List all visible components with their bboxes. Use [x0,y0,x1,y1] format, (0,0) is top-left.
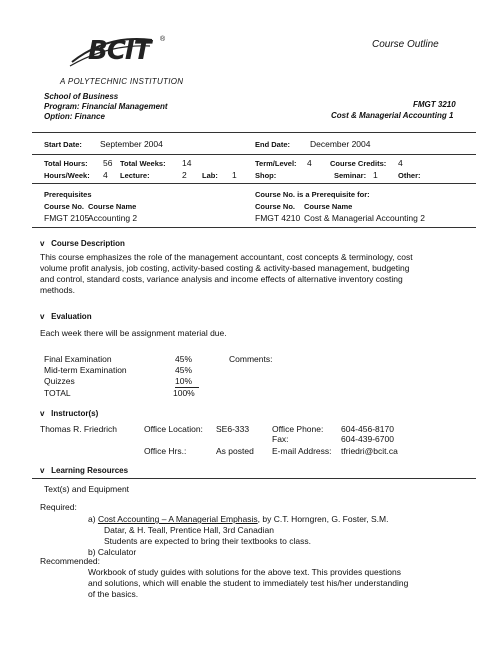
recommended-line: of the basics. [88,589,139,599]
eval-item: Mid-term Examination [44,365,127,375]
hours-week-value: 4 [103,170,108,180]
program: Program: Financial Management [44,102,168,111]
email-value: tfriedri@bcit.ca [341,446,398,456]
prereq-for-course-name: Cost & Managerial Accounting 2 [304,213,425,223]
recommended-label: Recommended: [40,556,101,566]
seminar-label: Seminar: [334,171,367,180]
resources-heading-text: Learning Resources [51,466,129,475]
lecture-label: Lecture: [120,171,150,180]
office-location-label: Office Location: [144,424,203,434]
divider [32,227,476,228]
required-item-b: b) Calculator [88,547,137,557]
prereq-course-name: Accounting 2 [88,213,138,223]
lecture-value: 2 [182,170,187,180]
evaluation-heading: v Evaluation [40,312,92,321]
eval-pct: 100% [173,388,195,398]
textbook-publisher: Datar, & H. Teall, Prentice Hall, 3rd Canadian [104,525,274,535]
description-line: and control, standard costs, variance analysis and income effects of alternative inventory costing [40,274,403,284]
start-date-label: Start Date: [44,140,82,149]
shop-label: Shop: [255,171,277,180]
start-date-value: September 2004 [100,139,163,149]
lab-label: Lab: [202,171,218,180]
prereq-for-course-no: FMGT 4210 [255,213,301,223]
prereq-for-course-name-label: Course Name [304,202,353,211]
prereq-title: Prerequisites [44,190,92,199]
other-label: Other: [398,171,421,180]
prereq-course-name-label: Course Name [88,202,137,211]
description-heading: v Course Description [40,239,125,248]
textbook-title: Cost Accounting – A Managerial Emphasis [97,514,258,524]
comments-label: Comments: [229,354,273,364]
seminar-value: 1 [373,170,378,180]
term-value: 4 [307,158,312,168]
total-weeks-value: 14 [182,158,192,168]
trademark-mark: ® [160,36,166,43]
required-item-a [88,514,389,524]
lab-value: 1 [232,170,237,180]
office-phone-label: Office Phone: [272,424,324,434]
prereq-course-no: FMGT 2105 [44,213,90,223]
email-label: E-mail Address: [272,446,332,456]
option: Option: Finance [44,112,105,121]
description-line: methods. [40,285,75,295]
required-label: Required: [40,502,77,512]
description-heading-text: Course Description [51,239,125,248]
doc-title: Course Outline [372,39,439,50]
office-hours-label: Office Hrs.: [144,446,187,456]
term-label: Term/Level: [255,159,297,168]
course-name: Cost & Managerial Accounting 1 [331,111,454,120]
hours-week-label: Hours/Week: [44,171,90,180]
credits-label: Course Credits: [330,159,387,168]
bcit-logo: BCIT [88,36,151,66]
textbook-authors: , by C.T. Horngren, G. Foster, S.M. [257,514,389,524]
divider [32,132,476,133]
course-code: FMGT 3210 [413,100,456,109]
school-name: School of Business [44,92,119,101]
office-hours-value: As posted [216,446,254,456]
divider [32,478,476,479]
eval-pct: 10% [175,376,199,388]
recommended-line: and solutions, which will enable the student to immediately test his/her understanding [88,578,409,588]
evaluation-heading-text: Evaluation [51,312,92,321]
end-date-label: End Date: [255,140,291,149]
description-line: volume profit analysis, job costing, activity-based costing & activity-based management, budgeting [40,263,410,273]
prereq-for-course-no-label: Course No. [255,202,296,211]
item-a-prefix: a) [88,514,96,524]
prereq-for-title: Course No. is a Prerequisite for: [255,190,370,199]
description-text [40,252,480,296]
prereq-course-no-label: Course No. [44,202,85,211]
recommended-line: Workbook of study guides with solutions for the above text. This provides questions [88,567,401,577]
eval-pct: 45% [175,354,193,364]
eval-pct: 45% [175,365,193,375]
total-weeks-label: Total Weeks: [120,159,166,168]
fax-value: 604-439-6700 [341,434,394,444]
end-date-value: December 2004 [310,139,371,149]
office-location-value: SE6-333 [216,424,250,434]
recommended-text [88,567,408,600]
divider [32,183,476,184]
divider [32,154,476,155]
eval-item: TOTAL [44,388,71,398]
eval-item: Quizzes [44,376,75,386]
credits-value: 4 [398,158,403,168]
instructor-heading-text: Instructor(s) [51,409,99,418]
resources-heading: v Learning Resources [40,466,129,475]
eval-item: Final Examination [44,354,112,364]
office-phone-value: 604-456-8170 [341,424,394,434]
description-line: This course emphasizes the role of the management accountant, cost concepts & terminology, cost [40,252,413,262]
fax-label: Fax: [272,434,289,444]
texts-equipment-subheading: Text(s) and Equipment [44,484,130,494]
total-hours-value: 56 [103,158,113,168]
evaluation-note: Each week there will be assignment material due. [40,328,227,338]
total-hours-label: Total Hours: [44,159,88,168]
textbook-note: Students are expected to bring their textbooks to class. [104,536,311,546]
instructor-name: Thomas R. Friedrich [40,424,117,434]
tagline: A POLYTECHNIC INSTITUTION [60,77,184,86]
instructor-heading: v Instructor(s) [40,409,99,418]
